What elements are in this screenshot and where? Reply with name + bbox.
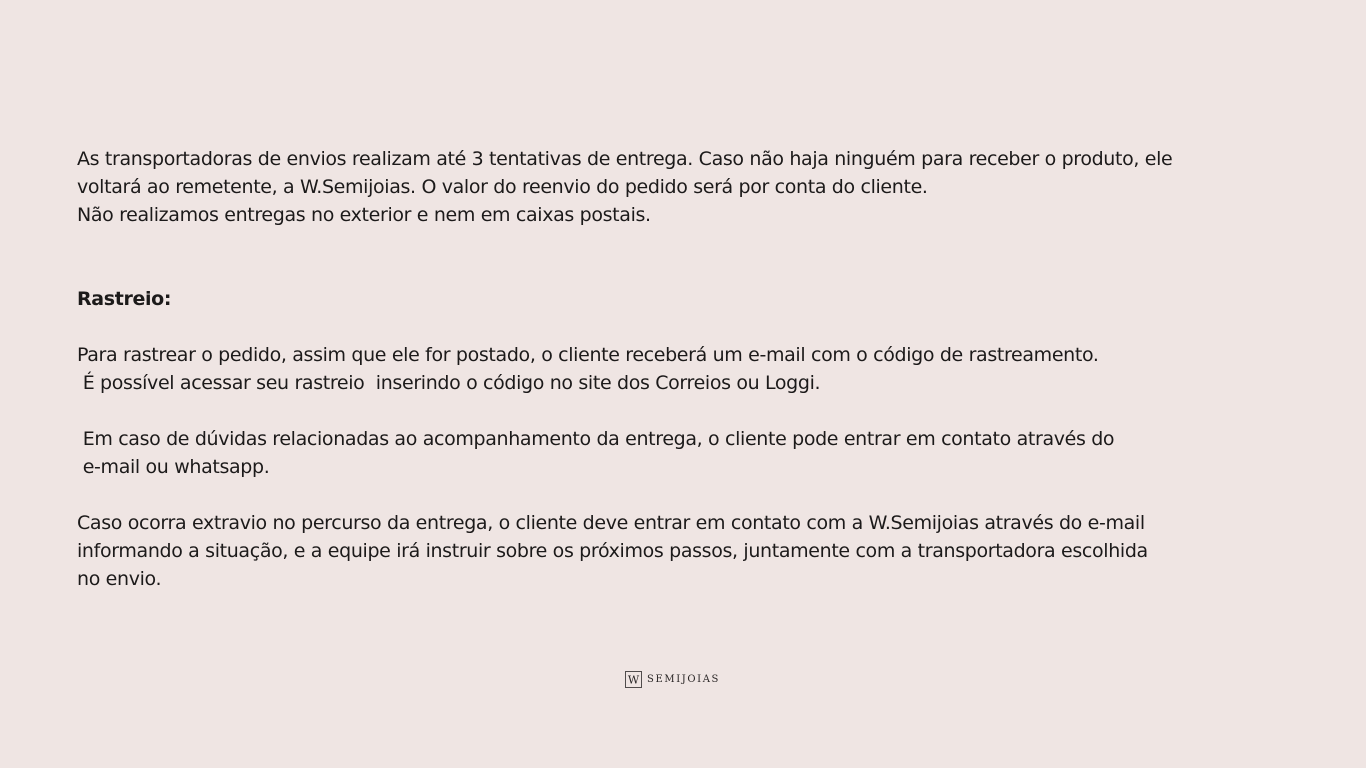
logo-mark-icon xyxy=(625,671,642,688)
svg-text:W: W xyxy=(627,673,640,686)
spacer xyxy=(77,481,1297,509)
tracking-text-line: Caso ocorra extravio no percurso da entrega, o cliente deve entrar em contato com a W.Semijoias através do e-mail xyxy=(77,512,1145,534)
spacer xyxy=(77,313,1297,341)
tracking-text-line: no envio. xyxy=(77,568,162,590)
tracking-text-line: informando a situação, e a equipe irá instruir sobre os próximos passos, juntamente com a transportadora escolhida xyxy=(77,540,1148,562)
delivery-text-line: Não realizamos entregas no exterior e nem em caixas postais. xyxy=(77,204,651,226)
tracking-text-line: É possível acessar seu rastreio inserindo o código no site dos Correios ou Loggi. xyxy=(77,372,821,394)
delivery-text-line: voltará ao remetente, a W.Semijoias. O valor do reenvio do pedido será por conta do cliente. xyxy=(77,176,928,198)
delivery-text-line: As transportadoras de envios realizam até 3 tentativas de entrega. Caso não haja ninguém para receber o produto, ele xyxy=(77,148,1173,170)
logo-wordmark: SEMIJOIAS xyxy=(647,673,720,685)
spacer xyxy=(77,397,1297,425)
spacer xyxy=(77,229,1297,257)
brand-logo xyxy=(625,670,720,688)
tracking-heading: Rastreio: xyxy=(77,288,172,310)
spacer xyxy=(77,257,1297,285)
policy-content xyxy=(77,145,1297,593)
tracking-text-line: Em caso de dúvidas relacionadas ao acompanhamento da entrega, o cliente pode entrar em contato através do xyxy=(77,428,1115,450)
tracking-text-line: e-mail ou whatsapp. xyxy=(77,456,270,478)
tracking-text-line: Para rastrear o pedido, assim que ele for postado, o cliente receberá um e-mail com o código de rastreamento. xyxy=(77,344,1099,366)
